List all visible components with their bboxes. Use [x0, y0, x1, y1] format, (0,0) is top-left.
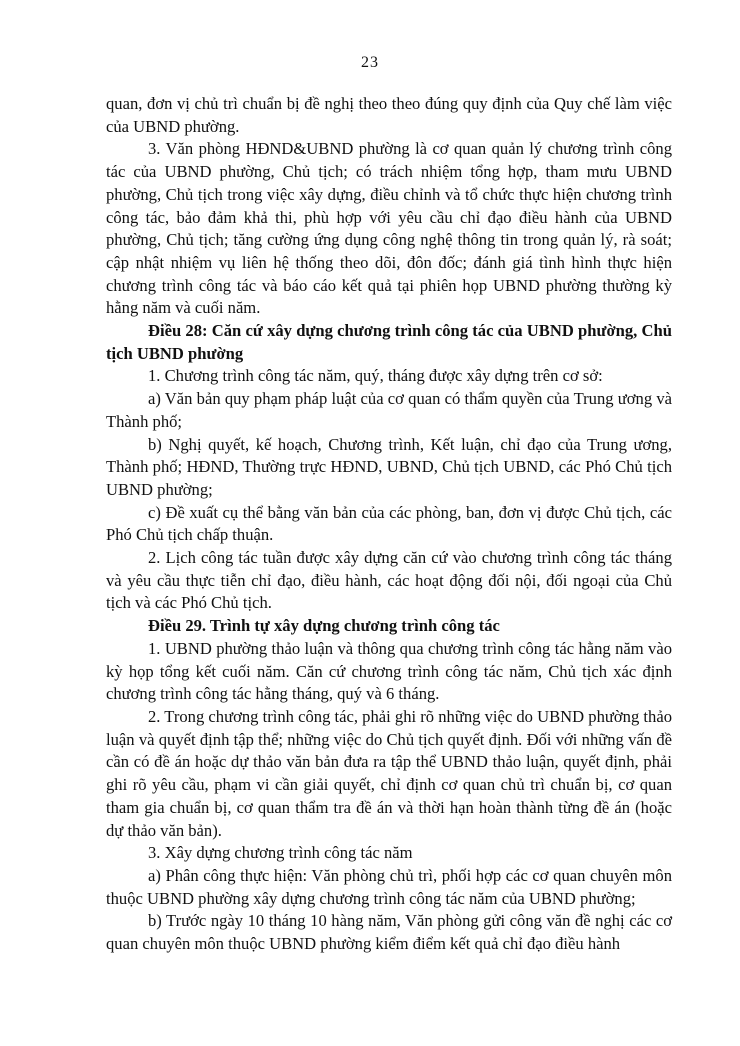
paragraph-point-c: c) Đề xuất cụ thể bằng văn bản của các phòng, ban, đơn vị được Chủ tịch, các Phó Chủ tịch chấp thuận.: [106, 502, 672, 545]
paragraph-clause-2: 2. Lịch công tác tuần được xây dựng căn cứ vào chương trình công tác tháng và yêu cầu thực tiễn chỉ đạo, điều hành, các hoạt động đối nội, đối ngoại của Chủ tịch và các Phó Chủ tịch.: [106, 548, 672, 613]
paragraph-29-point-b: b) Trước ngày 10 tháng 10 hàng năm, Văn phòng gửi công văn đề nghị các cơ quan chuyên môn thuộc UBND phường kiểm điểm kết quả chỉ đạo điều hành: [106, 911, 672, 954]
document-body: [106, 93, 672, 956]
paragraph-point-a: a) Văn bản quy phạm pháp luật của cơ quan có thẩm quyền của Trung ương và Thành phố;: [106, 389, 672, 431]
page-number: 23: [361, 54, 379, 71]
paragraph-clause-1: 1. Chương trình công tác năm, quý, tháng được xây dựng trên cơ sở:: [148, 366, 603, 386]
article-29-heading: Điều 29. Trình tự xây dựng chương trình công tác: [148, 616, 500, 636]
paragraph-continuation: quan, đơn vị chủ trì chuẩn bị đề nghị theo theo đúng quy định của Quy chế làm việc của UBND phường.: [106, 94, 672, 136]
paragraph-29-clause-1: 1. UBND phường thảo luận và thông qua chương trình công tác hằng năm vào kỳ họp tổng kết cuối năm. Căn cứ chương trình công tác năm, Chủ tịch xác định chương trình công tác hằng tháng, quý và 6 tháng.: [106, 638, 672, 704]
paragraph-clause-3-office: 3. Văn phòng HĐND&UBND phường là cơ quan quản lý chương trình công tác của UBND phường, Chủ tịch; có trách nhiệm tổng hợp, tham mưu UBND phường, Chủ tịch trong việc xây dựng, điều chỉnh và tổ chức thực hiện chương trình công tác, bảo đảm khả thi, phù hợp với yêu cầu chỉ đạo điều hành của UBND phường, Chủ tịch; tăng cường ứng dụng công nghệ thông tin trong quản lý, rà soát; cập nhật nhiệm vụ liên hệ thống theo dõi, đôn đốc; đánh giá tình hình thực hiện chương trình công tác và báo cáo kết quả tại phiên họp UBND phường thường kỳ hằng năm và cuối năm.: [106, 139, 672, 318]
paragraph-29-clause-2: 2. Trong chương trình công tác, phải ghi rõ những việc do UBND phường thảo luận và quyết định tập thể; những việc do Chủ tịch quyết định. Đối với những vấn đề cần có đề án hoặc dự thảo văn bản đưa ra tập thể UBND thảo luận, quyết định, phải ghi rõ yêu cầu, phạm vi cần giải quyết, chỉ định cơ quan chủ trì chuẩn bị, cơ quan tham gia chuẩn bị, cơ quan thẩm tra đề án và thời hạn hoàn thành từng đề án (hoặc dự thảo văn bản).: [106, 706, 672, 840]
paragraph-29-clause-3: 3. Xây dựng chương trình công tác năm: [148, 843, 413, 863]
paragraph-29-point-a: a) Phân công thực hiện: Văn phòng chủ trì, phối hợp các cơ quan chuyên môn thuộc UBND phường xây dựng chương trình công tác năm của UBND phường;: [106, 865, 672, 908]
article-28-heading: Điều 28: Căn cứ xây dựng chương trình công tác của UBND phường, Chủ tịch UBND phường: [106, 321, 672, 363]
paragraph-point-b: b) Nghị quyết, kế hoạch, Chương trình, Kết luận, chỉ đạo của Trung ương, Thành phố; HĐND, Thường trực HĐND, UBND, Chủ tịch UBND, các Phó Chủ tịch UBND phường;: [106, 434, 672, 499]
